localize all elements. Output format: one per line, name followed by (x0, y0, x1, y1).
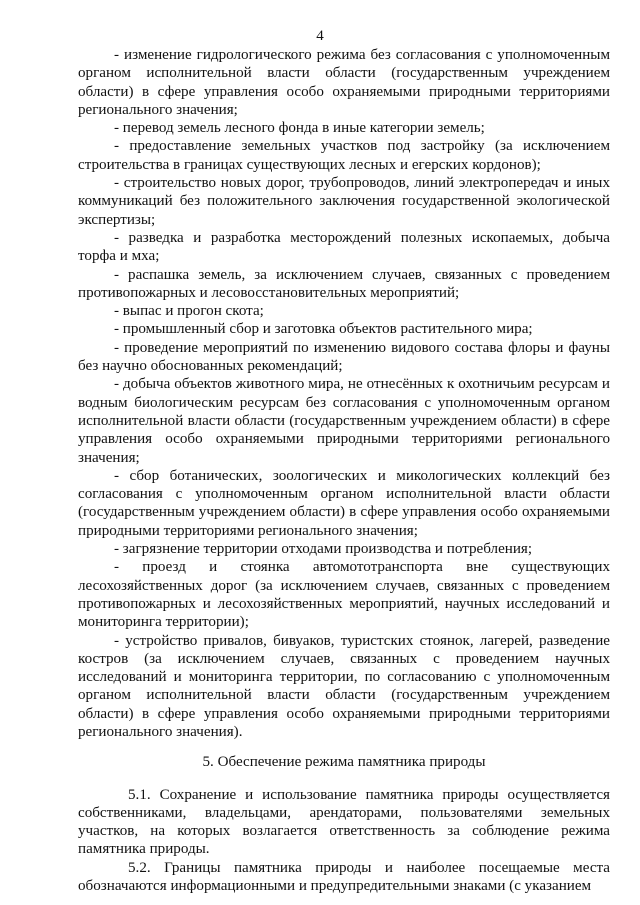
list-item: - разведка и разработка месторождений полезных ископаемых, добыча торфа и мха; (78, 229, 610, 265)
document-body (78, 46, 610, 895)
list-item: - строительство новых дорог, трубопроводов, линий электропередач и иных коммуникаций без положительного заключения государственной экологической экспертизы; (78, 175, 610, 228)
page-number: 4 (316, 28, 324, 44)
list-item: - проезд и стоянка автомототранспорта вне существующих лесохозяйственных дорог (за исключением случаев, связанных с проведением противопожарных и лесохозяйственных мероприятий, научных исследований и мониторинга территории); (78, 559, 610, 631)
list-item: - сбор ботанических, зоологических и микологических коллекций без согласования с уполномоченным органом исполнительной власти области (государственным учреждением области) в сфере управления особо охраняемыми природными территориями регионального значения; (78, 467, 610, 539)
list-item: - предоставление земельных участков под застройку (за исключением строительства в границах существующих лесных и егерских кордонов); (78, 138, 610, 173)
list-item: - перевод земель лесного фонда в иные категории земель; (114, 120, 485, 137)
list-item: - распашка земель, за исключением случаев, связанных с проведением противопожарных и лесовосстановительных мероприятий; (78, 266, 610, 301)
section-heading: 5. Обеспечение режима памятника природы (202, 754, 486, 771)
list-item: - загрязнение территории отходами производства и потребления; (114, 541, 533, 558)
list-item: - выпас и прогон скота; (114, 303, 264, 320)
section-paragraph: 5.2. Границы памятника природы и наиболее посещаемые места обозначаются информационными и предупредительными знаками (с указанием (78, 859, 610, 895)
list-item: - промышленный сбор и заготовка объектов растительного мира; (114, 321, 533, 338)
section-paragraph: 5.1. Сохранение и использование памятника природы осуществляется собственниками, владельцами, арендаторами, пользователями земельных участков, на которых возлагается ответственность за соблюдение режима памятника природы. (78, 786, 610, 858)
list-item: - проведение мероприятий по изменению видового состава флоры и фауны без научно обоснованных рекомендаций; (78, 339, 610, 375)
list-item: - изменение гидрологического режима без согласования с уполномоченным органом исполнительной власти области (государственным учреждением области) в сфере управления особо охраняемыми природными территориями регионального значения; (78, 47, 610, 118)
list-item: - устройство привалов, бивуаков, туристских стоянок, лагерей, разведение костров (за исключением случаев, связанных с проведением научных исследований и мониторинга территории, по согласованию с уполномоченным органом исполнительной власти области (государственным учреждением области) в сфере управления особо охраняемыми природными территориями регионального значения). (78, 632, 610, 740)
list-item: - добыча объектов животного мира, не отнесённых к охотничьим ресурсам и водным биологическим ресурсам без согласования с уполномоченным органом исполнительной власти области (государственным учреждением области) в сфере управления особо охраняемыми природными территориями регионального значения; (78, 376, 610, 466)
